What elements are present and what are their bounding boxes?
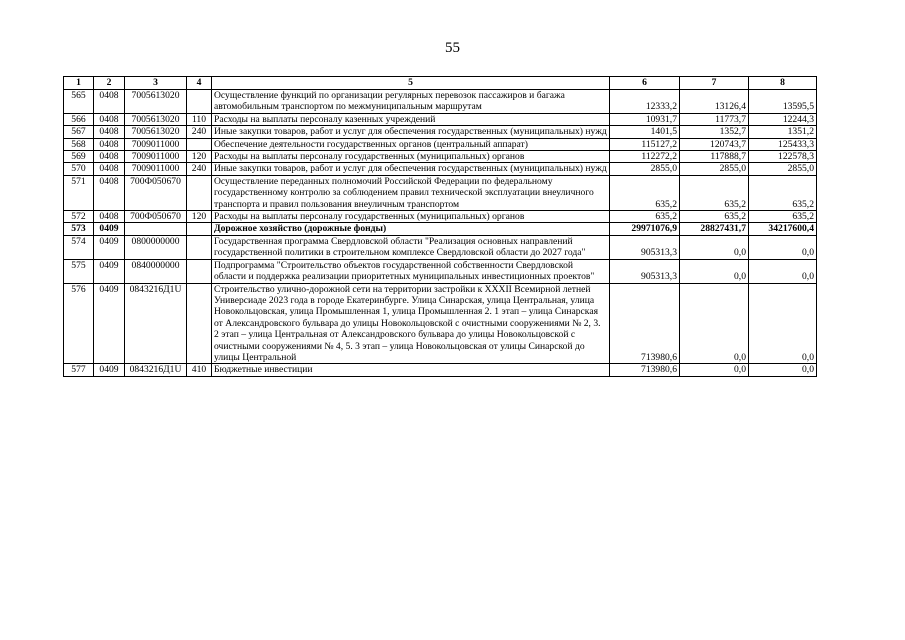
row-number-cell: 569 — [64, 151, 94, 163]
row-number-cell: 577 — [64, 364, 94, 376]
column-header-2: 2 — [94, 77, 125, 90]
target-code-cell: 0840000000 — [125, 259, 187, 283]
column-header-6: 6 — [610, 77, 680, 90]
row-number-cell: 570 — [64, 163, 94, 175]
amount-col7-cell: 0,0 — [680, 235, 749, 259]
row-number-cell: 565 — [64, 90, 94, 114]
amount-col7-cell: 0,0 — [680, 259, 749, 283]
amount-col7-cell: 0,0 — [680, 364, 749, 376]
row-number-cell: 574 — [64, 235, 94, 259]
page-number: 55 — [445, 40, 460, 56]
amount-col8-cell: 1351,2 — [749, 126, 817, 138]
target-code-cell: 700Ф050670 — [125, 211, 187, 223]
table-row — [64, 151, 817, 163]
expense-type-cell — [187, 235, 212, 259]
target-code-cell: 7009011000 — [125, 163, 187, 175]
amount-col7-cell: 635,2 — [680, 211, 749, 223]
amount-col6-cell: 1401,5 — [610, 126, 680, 138]
target-code-cell — [125, 223, 187, 235]
amount-col7-cell: 120743,7 — [680, 138, 749, 150]
table-body — [64, 90, 817, 377]
amount-col6-cell: 115127,2 — [610, 138, 680, 150]
item-name-cell: Бюджетные инвестиции — [212, 364, 610, 376]
amount-col8-cell: 2855,0 — [749, 163, 817, 175]
row-number-cell: 571 — [64, 175, 94, 210]
table-row — [64, 90, 817, 114]
amount-col6-cell: 713980,6 — [610, 364, 680, 376]
amount-col7-cell: 0,0 — [680, 283, 749, 364]
table-row — [64, 138, 817, 150]
target-code-cell: 700Ф050670 — [125, 175, 187, 210]
amount-col8-cell: 34217600,4 — [749, 223, 817, 235]
section-code-cell: 0408 — [94, 163, 125, 175]
column-header-4: 4 — [187, 77, 212, 90]
expense-type-cell: 240 — [187, 126, 212, 138]
row-number-cell: 568 — [64, 138, 94, 150]
section-code-cell: 0408 — [94, 113, 125, 125]
item-name-cell: Иные закупки товаров, работ и услуг для обеспечения государственных (муниципальных) нужд — [212, 126, 610, 138]
section-code-cell: 0408 — [94, 175, 125, 210]
amount-col8-cell: 0,0 — [749, 235, 817, 259]
table-row — [64, 113, 817, 125]
amount-col8-cell: 0,0 — [749, 259, 817, 283]
amount-col7-cell: 28827431,7 — [680, 223, 749, 235]
expense-type-cell: 110 — [187, 113, 212, 125]
item-name-cell: Строительство улично-дорожной сети на территории застройки к XXXII Всемирной летней Универсиаде 2023 года в городе Екатеринбурге. Улица Синарская, улица Центральная, улица Новокольцовская, улица Промышленная 1, улица Промышленная 2. 1 этап – улица Синарская от Александровского бульвара до улицы Новокольцовской с очистными сооружениями № 2, 3. 2 этап – улица Центральная от Александровского бульвара до улицы Новокольцовской с очистными сооружениями № 4, 5. 3 этап – улица Новокольцовская от улицы Синарской до улицы Центральной — [212, 283, 610, 364]
table-row — [64, 223, 817, 235]
amount-col6-cell: 12333,2 — [610, 90, 680, 114]
amount-col7-cell: 13126,4 — [680, 90, 749, 114]
amount-col6-cell: 10931,7 — [610, 113, 680, 125]
section-code-cell: 0409 — [94, 235, 125, 259]
table-row — [64, 126, 817, 138]
row-number-cell: 566 — [64, 113, 94, 125]
amount-col6-cell: 635,2 — [610, 175, 680, 210]
column-header-1: 1 — [64, 77, 94, 90]
section-code-cell: 0408 — [94, 138, 125, 150]
amount-col7-cell: 11773,7 — [680, 113, 749, 125]
amount-col6-cell: 713980,6 — [610, 283, 680, 364]
amount-col7-cell: 117888,7 — [680, 151, 749, 163]
item-name-cell: Подпрограмма "Строительство объектов государственной собственности Свердловской области и поддержка реализации приоритетных муниципальных инвестиционных проектов" — [212, 259, 610, 283]
amount-col8-cell: 13595,5 — [749, 90, 817, 114]
expense-type-cell: 120 — [187, 211, 212, 223]
expense-type-cell — [187, 175, 212, 210]
section-code-cell: 0409 — [94, 283, 125, 364]
section-code-cell: 0408 — [94, 211, 125, 223]
budget-table — [63, 76, 817, 377]
amount-col8-cell: 125433,3 — [749, 138, 817, 150]
amount-col6-cell: 905313,3 — [610, 235, 680, 259]
item-name-cell: Расходы на выплаты персоналу государственных (муниципальных) органов — [212, 151, 610, 163]
target-code-cell: 7005613020 — [125, 126, 187, 138]
section-code-cell: 0408 — [94, 126, 125, 138]
table-row — [64, 163, 817, 175]
section-code-cell: 0409 — [94, 364, 125, 376]
row-number-cell: 567 — [64, 126, 94, 138]
amount-col8-cell: 635,2 — [749, 211, 817, 223]
row-number-cell: 575 — [64, 259, 94, 283]
table-row — [64, 211, 817, 223]
column-header-5: 5 — [212, 77, 610, 90]
amount-col7-cell: 2855,0 — [680, 163, 749, 175]
table-row — [64, 283, 817, 364]
amount-col8-cell: 0,0 — [749, 283, 817, 364]
column-header-3: 3 — [125, 77, 187, 90]
amount-col8-cell: 122578,3 — [749, 151, 817, 163]
section-code-cell: 0408 — [94, 151, 125, 163]
amount-col7-cell: 1352,7 — [680, 126, 749, 138]
item-name-cell: Государственная программа Свердловской области "Реализация основных направлений государственной политики в строительном комплексе Свердловской области до 2027 года" — [212, 235, 610, 259]
table-row — [64, 175, 817, 210]
target-code-cell: 7009011000 — [125, 151, 187, 163]
table-header-row — [64, 77, 817, 90]
section-code-cell: 0408 — [94, 90, 125, 114]
section-code-cell: 0409 — [94, 223, 125, 235]
target-code-cell: 7009011000 — [125, 138, 187, 150]
expense-type-cell — [187, 90, 212, 114]
expense-type-cell — [187, 223, 212, 235]
expense-type-cell: 410 — [187, 364, 212, 376]
expense-type-cell: 240 — [187, 163, 212, 175]
item-name-cell: Осуществление функций по организации регулярных перевозок пассажиров и багажа автомобильным транспортом по межмуниципальным маршрутам — [212, 90, 610, 114]
row-number-cell: 572 — [64, 211, 94, 223]
item-name-cell: Дорожное хозяйство (дорожные фонды) — [212, 223, 610, 235]
target-code-cell: 0843216Д1U — [125, 283, 187, 364]
column-header-8: 8 — [749, 77, 817, 90]
target-code-cell: 0843216Д1U — [125, 364, 187, 376]
row-number-cell: 576 — [64, 283, 94, 364]
expense-type-cell: 120 — [187, 151, 212, 163]
target-code-cell: 7005613020 — [125, 113, 187, 125]
table-row — [64, 235, 817, 259]
amount-col8-cell: 12244,3 — [749, 113, 817, 125]
amount-col8-cell: 635,2 — [749, 175, 817, 210]
expense-type-cell — [187, 283, 212, 364]
amount-col7-cell: 635,2 — [680, 175, 749, 210]
amount-col6-cell: 29971076,9 — [610, 223, 680, 235]
amount-col6-cell: 112272,2 — [610, 151, 680, 163]
table-row — [64, 259, 817, 283]
target-code-cell: 0800000000 — [125, 235, 187, 259]
column-header-7: 7 — [680, 77, 749, 90]
item-name-cell: Расходы на выплаты персоналу государственных (муниципальных) органов — [212, 211, 610, 223]
item-name-cell: Осуществление переданных полномочий Российской Федерации по федеральному государственному контролю за соблюдением правил технической эксплуатации внеуличного транспорта и правил пользования внеуличным транспортом — [212, 175, 610, 210]
expense-type-cell — [187, 138, 212, 150]
item-name-cell: Расходы на выплаты персоналу казенных учреждений — [212, 113, 610, 125]
item-name-cell: Обеспечение деятельности государственных органов (центральный аппарат) — [212, 138, 610, 150]
target-code-cell: 7005613020 — [125, 90, 187, 114]
amount-col6-cell: 905313,3 — [610, 259, 680, 283]
amount-col6-cell: 2855,0 — [610, 163, 680, 175]
section-code-cell: 0409 — [94, 259, 125, 283]
amount-col8-cell: 0,0 — [749, 364, 817, 376]
amount-col6-cell: 635,2 — [610, 211, 680, 223]
item-name-cell: Иные закупки товаров, работ и услуг для обеспечения государственных (муниципальных) нужд — [212, 163, 610, 175]
row-number-cell: 573 — [64, 223, 94, 235]
expense-type-cell — [187, 259, 212, 283]
table-row — [64, 364, 817, 376]
